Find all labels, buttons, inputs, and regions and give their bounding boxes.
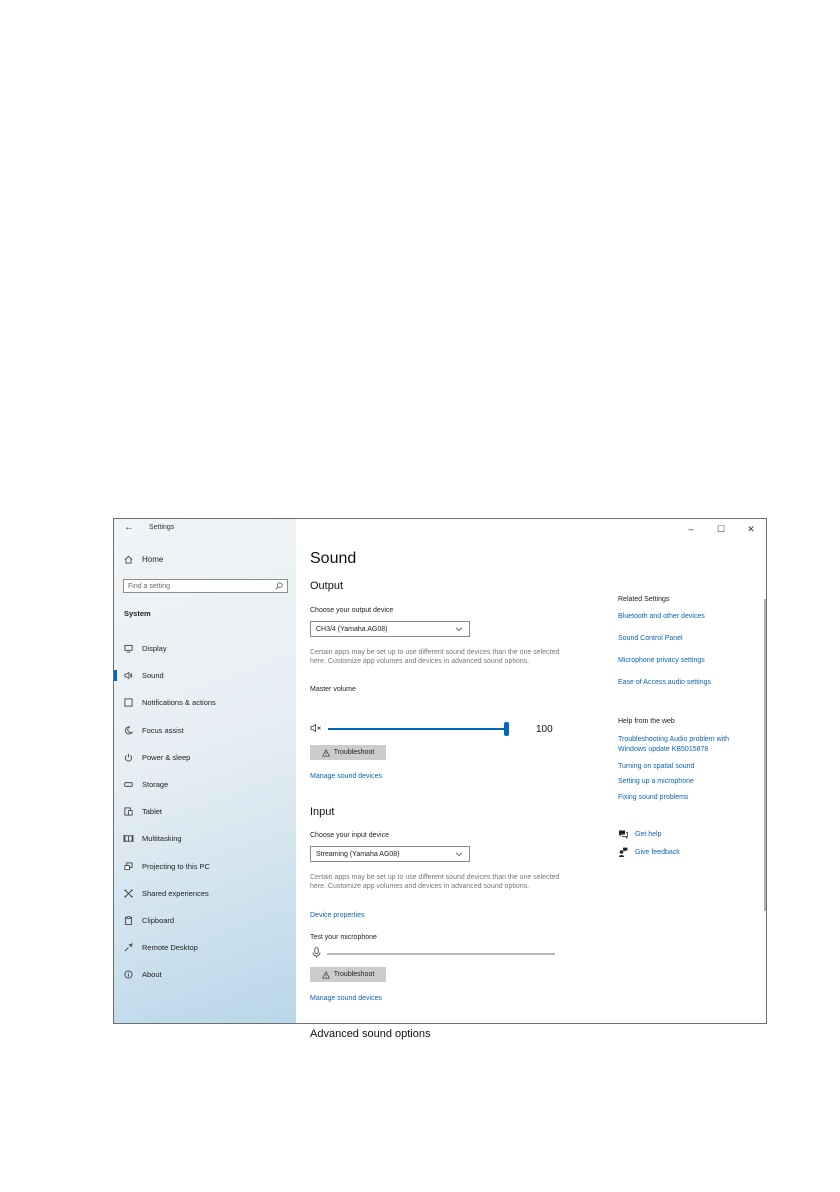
sidebar-item-label: Storage <box>142 780 169 790</box>
remote-desktop-icon <box>124 943 133 952</box>
info-icon <box>124 970 133 979</box>
link-bluetooth-devices[interactable]: Bluetooth and other devices <box>618 613 705 620</box>
input-device-label: Choose your input device <box>310 832 389 839</box>
feedback-icon <box>618 847 628 857</box>
nav-home[interactable] <box>124 555 163 564</box>
moon-icon <box>124 726 133 735</box>
notification-icon <box>124 698 133 707</box>
sidebar-item-label: Shared experiences <box>142 888 209 898</box>
device-properties-link[interactable]: Device properties <box>310 912 365 919</box>
sidebar-item-projecting[interactable] <box>114 853 296 880</box>
sidebar-item-power-sleep[interactable] <box>114 744 296 771</box>
output-device-value: CH3/4 (Yamaha AG08) <box>316 625 388 633</box>
link-spatial-sound[interactable]: Turning on spatial sound <box>618 763 695 770</box>
window-title: Settings <box>149 524 175 531</box>
clipboard-icon <box>124 916 133 925</box>
tablet-icon <box>124 807 133 816</box>
sidebar-item-focus-assist[interactable] <box>114 717 296 744</box>
test-microphone-label: Test your microphone <box>310 934 377 941</box>
link-troubleshooting-audio[interactable]: Troubleshooting Audio problem with Windows update KB5015878 <box>618 736 730 753</box>
help-heading: Help from the web <box>618 718 675 725</box>
sidebar-item-label: Display <box>142 644 167 654</box>
warning-icon <box>322 749 330 757</box>
power-icon <box>124 753 133 762</box>
input-heading: Input <box>310 806 335 818</box>
chevron-down-icon <box>455 625 463 633</box>
microphone-level-bar <box>327 953 555 955</box>
master-volume-slider[interactable] <box>328 728 508 730</box>
link-setting-up-microphone[interactable]: Setting up a microphone <box>618 778 694 785</box>
projecting-icon <box>124 862 133 871</box>
maximize-button[interactable]: ☐ <box>716 523 726 534</box>
sidebar-item-multitasking[interactable] <box>114 825 296 852</box>
back-arrow-icon[interactable]: ← <box>124 522 134 533</box>
close-button[interactable]: ✕ <box>747 523 755 534</box>
sidebar-item-label: Focus assist <box>142 725 184 735</box>
related-settings-heading: Related Settings <box>618 596 670 603</box>
sidebar-item-label: Sound <box>142 671 164 681</box>
home-label: Home <box>142 555 164 564</box>
microphone-icon <box>312 947 321 958</box>
main-content <box>296 539 768 1040</box>
scrollbar[interactable] <box>764 599 766 911</box>
advanced-sound-options-heading[interactable]: Advanced sound options <box>310 1028 431 1040</box>
storage-icon <box>124 780 133 789</box>
get-help-label: Get help <box>635 830 662 838</box>
chat-help-icon <box>618 829 628 839</box>
input-device-dropdown[interactable] <box>310 846 470 862</box>
settings-window <box>113 518 767 1040</box>
output-description: Certain apps may be set up to use different sound devices than the one selected here. Customize app volumes and devices in advanced sound options. <box>310 649 560 665</box>
sidebar-nav <box>114 635 296 988</box>
give-feedback-label: Give feedback <box>635 848 680 856</box>
window-controls <box>676 519 766 539</box>
sidebar-item-label: Remote Desktop <box>142 943 198 953</box>
get-help-link[interactable] <box>618 829 661 839</box>
input-manage-devices-link[interactable]: Manage sound devices <box>310 995 382 1002</box>
link-ease-of-access-audio[interactable]: Ease of Access audio settings <box>618 679 711 686</box>
master-volume-thumb[interactable] <box>504 722 509 736</box>
output-manage-devices-link[interactable]: Manage sound devices <box>310 773 382 780</box>
title-bar <box>114 519 766 539</box>
master-volume-value: 100 <box>536 724 553 735</box>
output-device-dropdown[interactable] <box>310 621 470 637</box>
sidebar-item-remote-desktop[interactable] <box>114 934 296 961</box>
speaker-icon <box>124 671 133 680</box>
multitasking-icon <box>124 834 133 843</box>
link-sound-control-panel[interactable]: Sound Control Panel <box>618 635 683 642</box>
sidebar-item-label: Notifications & actions <box>142 698 216 708</box>
home-icon <box>124 555 133 564</box>
chevron-down-icon <box>455 850 463 858</box>
sidebar-item-label: Multitasking <box>142 834 182 844</box>
monitor-icon <box>124 644 133 653</box>
output-troubleshoot-button[interactable] <box>310 745 386 760</box>
troubleshoot-label: Troubleshoot <box>333 749 375 756</box>
page-title: Sound <box>310 550 357 567</box>
search-placeholder: Find a setting <box>128 582 171 590</box>
sidebar-item-storage[interactable] <box>114 771 296 798</box>
master-volume-label: Master volume <box>310 686 356 693</box>
output-device-label: Choose your output device <box>310 607 394 614</box>
troubleshoot-label: Troubleshoot <box>333 971 375 978</box>
input-troubleshoot-button[interactable] <box>310 967 386 982</box>
sidebar-item-notifications[interactable] <box>114 689 296 716</box>
link-microphone-privacy[interactable]: Microphone privacy settings <box>618 657 705 664</box>
shared-icon <box>124 889 133 898</box>
speaker-mute-icon[interactable] <box>310 723 322 733</box>
sidebar-item-label: Projecting to this PC <box>142 861 210 871</box>
search-input[interactable] <box>123 579 288 593</box>
search-icon[interactable] <box>273 580 285 592</box>
minimize-button[interactable]: – <box>688 524 694 534</box>
sidebar-item-label: About <box>142 970 162 980</box>
warning-icon <box>322 971 330 979</box>
sidebar-item-label: Clipboard <box>142 915 175 925</box>
link-fixing-sound-problems[interactable]: Fixing sound problems <box>618 794 689 801</box>
section-label-system: System <box>124 609 151 618</box>
give-feedback-link[interactable] <box>618 847 680 857</box>
input-device-value: Streaming (Yamaha AG08) <box>316 850 400 858</box>
sidebar-item-clipboard[interactable] <box>114 907 296 934</box>
sidebar-item-about[interactable] <box>114 961 296 988</box>
sidebar-item-display[interactable] <box>114 635 296 662</box>
sidebar-item-label: Power & sleep <box>142 752 191 762</box>
output-heading: Output <box>310 580 344 592</box>
sidebar-item-label: Tablet <box>142 807 163 817</box>
input-description: Certain apps may be set up to use different sound devices than the one selected here. Customize app volumes and devices in advanced sound options. <box>310 874 560 890</box>
sidebar-item-sound[interactable] <box>114 662 296 689</box>
sidebar <box>114 519 296 1023</box>
sidebar-item-tablet[interactable] <box>114 798 296 825</box>
sidebar-item-shared-experiences[interactable] <box>114 880 296 907</box>
